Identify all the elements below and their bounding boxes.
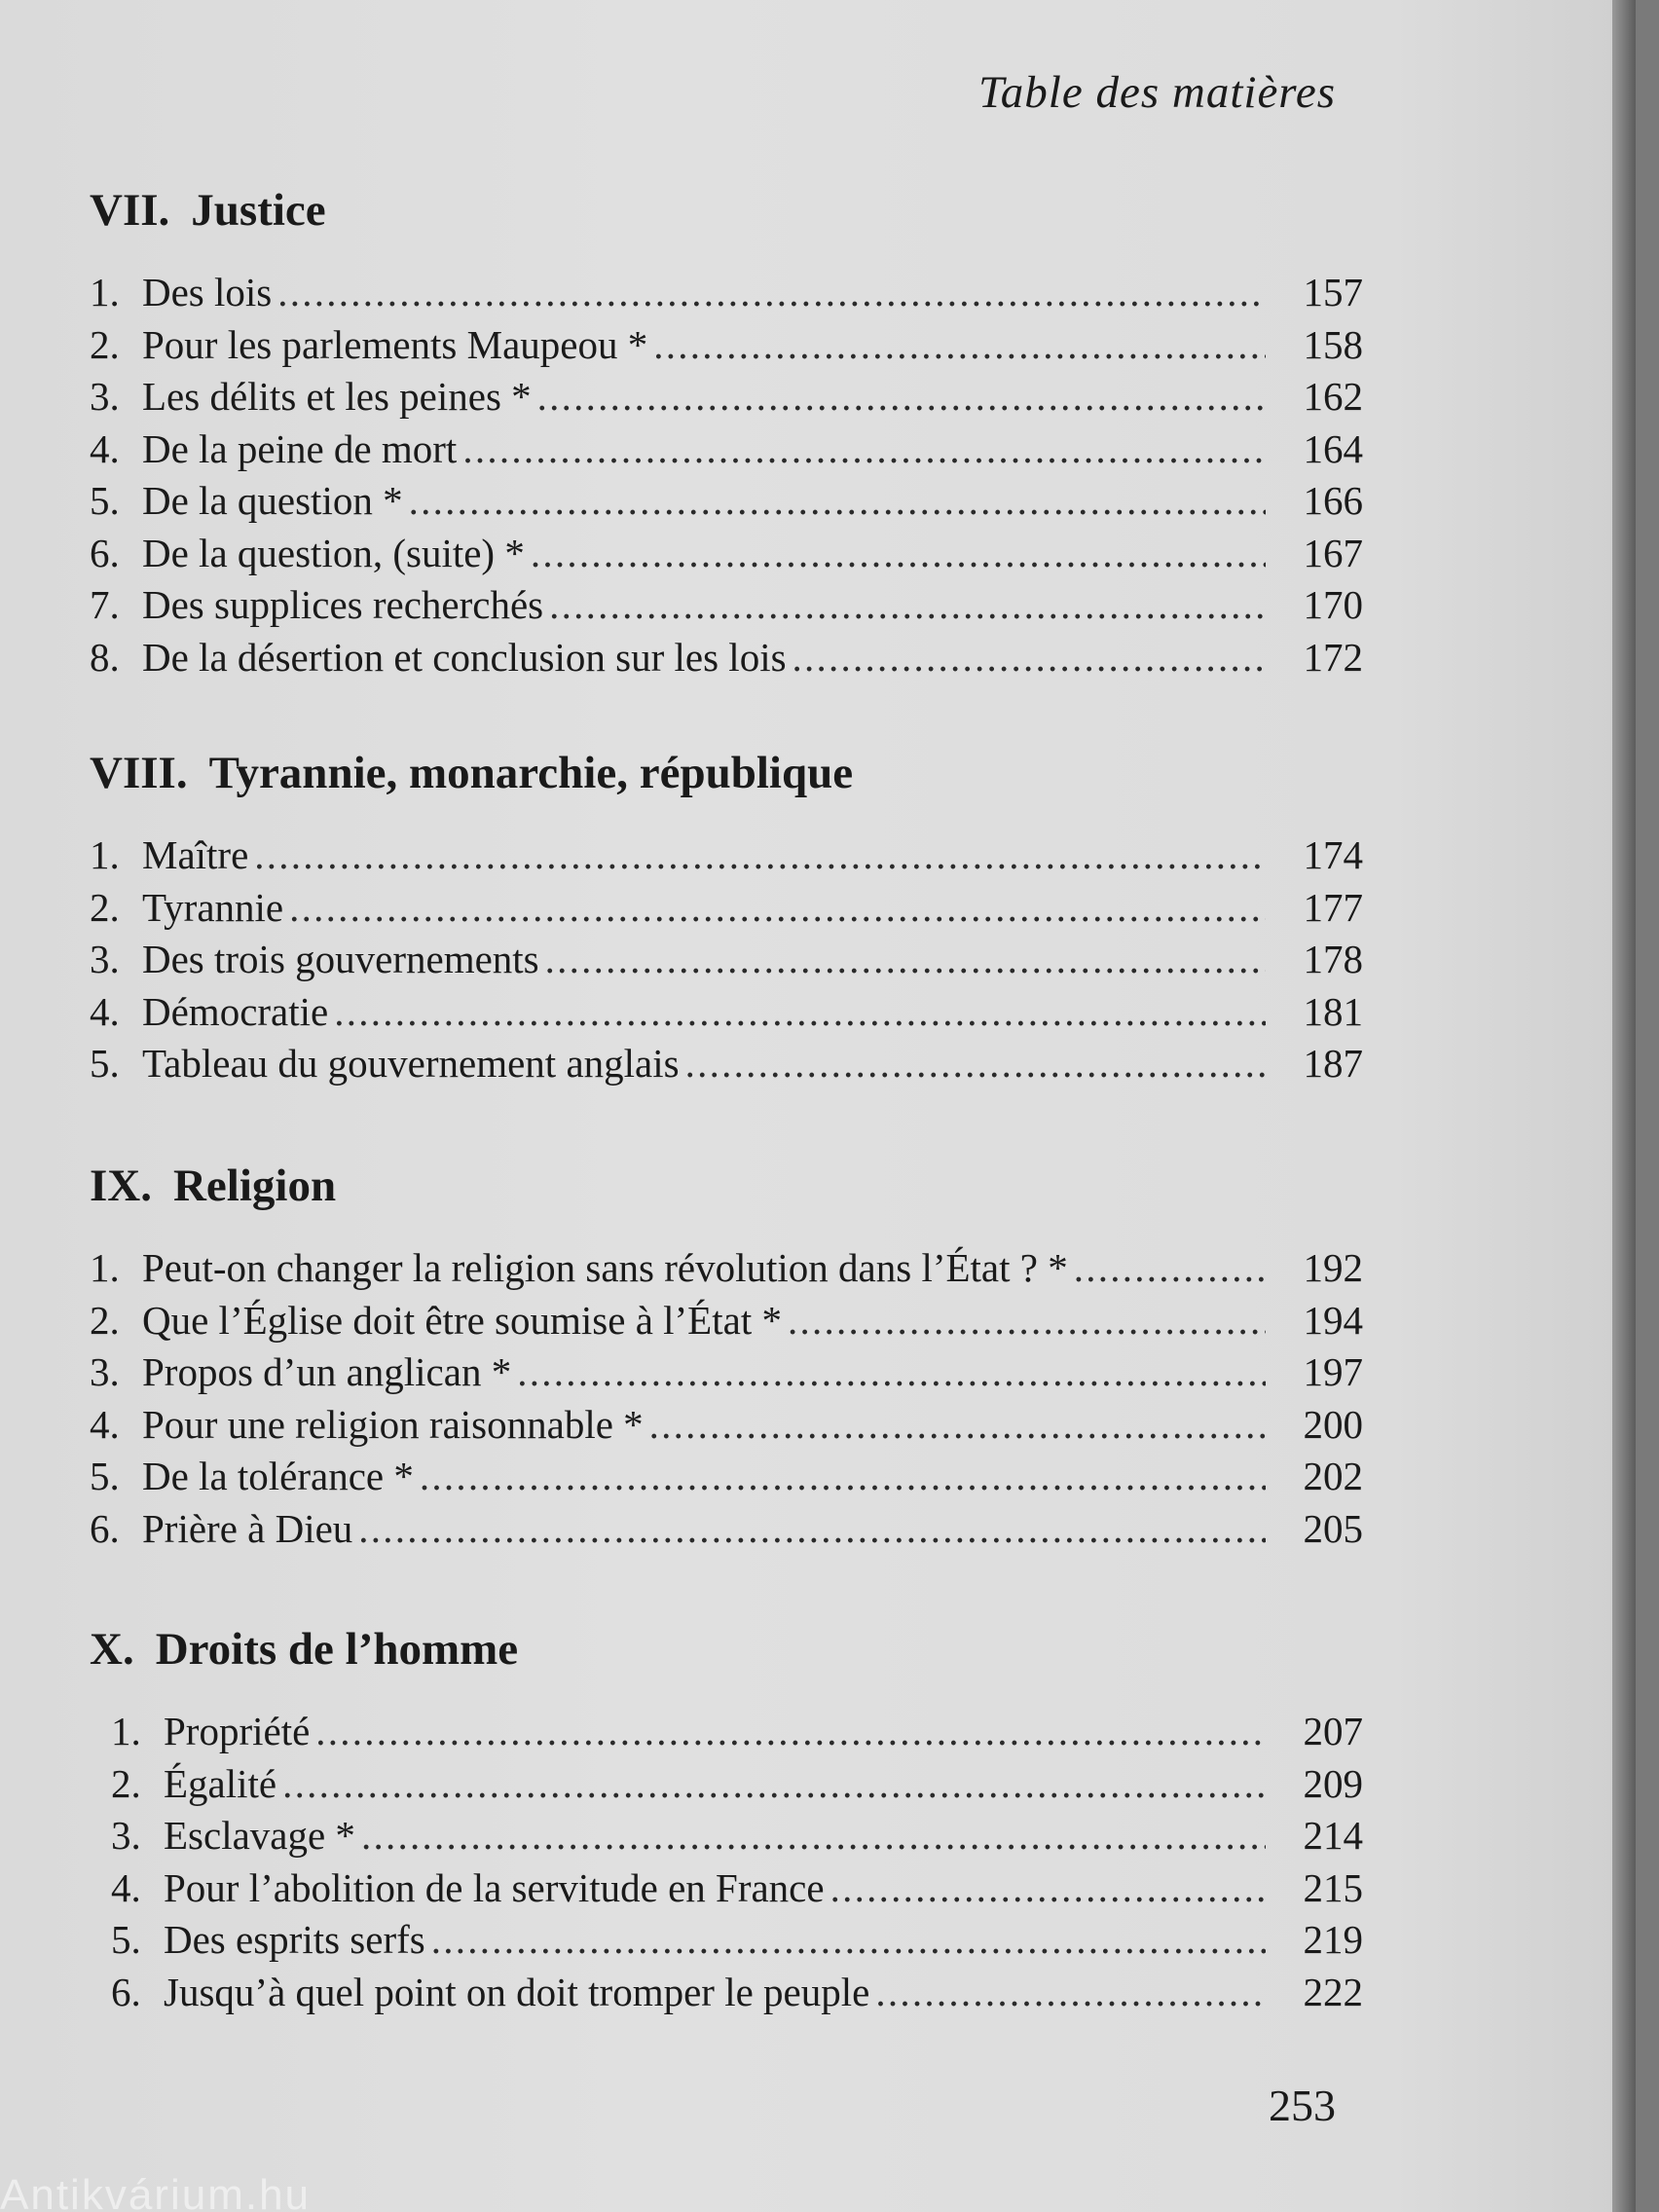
- dot-leader: [537, 371, 1266, 424]
- book-spine-edge: [1612, 0, 1636, 2212]
- entry-title: Démocratie: [142, 988, 329, 1034]
- entry-title: Égalité: [164, 1760, 277, 1806]
- section-droits: [90, 1618, 1363, 2018]
- toc-entry: [111, 1967, 1363, 2019]
- entry-title: Les délits et les peines *: [142, 374, 532, 419]
- dot-leader: [517, 1346, 1266, 1399]
- dot-leader: [830, 1862, 1266, 1915]
- dot-leader: [361, 1810, 1266, 1862]
- toc-entry: [90, 579, 1363, 632]
- entry-title: De la peine de mort: [142, 425, 458, 471]
- toc-entry: [111, 1862, 1363, 1915]
- section-name: Droits de l’homme: [155, 1624, 519, 1675]
- dot-leader: [334, 986, 1266, 1039]
- toc-entry: [90, 830, 1363, 882]
- dot-leader: [277, 267, 1266, 319]
- entry-page: 164: [1303, 425, 1363, 471]
- toc-entry: [90, 1038, 1363, 1090]
- entry-index: 3.: [90, 374, 120, 419]
- entry-page: 187: [1303, 1041, 1363, 1086]
- entry-title: Tableau du gouvernement anglais: [142, 1041, 680, 1086]
- entry-page: 167: [1303, 530, 1363, 575]
- dot-leader: [875, 1967, 1266, 2019]
- section-title: [90, 1618, 1363, 1680]
- entry-title: Propos d’un anglican *: [142, 1349, 512, 1394]
- section-title: [90, 1155, 1363, 1217]
- entry-title: Pour les parlements Maupeou *: [142, 321, 648, 367]
- entry-index: 1.: [90, 270, 120, 314]
- entry-index: 6.: [111, 1969, 141, 2014]
- entry-index: 2.: [90, 1297, 120, 1343]
- section-justice: [90, 179, 1363, 683]
- entry-title: De la tolérance *: [142, 1454, 414, 1498]
- entry-index: 8.: [90, 634, 120, 680]
- entry-page: 200: [1303, 1401, 1363, 1447]
- toc-entry: [90, 986, 1363, 1039]
- entry-page: 166: [1303, 478, 1363, 523]
- dot-leader: [545, 934, 1266, 986]
- dot-leader: [788, 1295, 1266, 1347]
- dot-leader: [649, 1399, 1266, 1452]
- section-title: [90, 179, 1363, 241]
- entry-page: 174: [1303, 832, 1363, 877]
- entry-title: De la question *: [142, 478, 403, 523]
- entry-index: 4.: [111, 1864, 141, 1910]
- entry-page: 214: [1303, 1813, 1363, 1858]
- entry-page: 162: [1303, 374, 1363, 419]
- running-head: Table des matières: [977, 67, 1336, 118]
- toc-entry: [90, 1451, 1363, 1503]
- entry-list: [90, 1242, 1363, 1555]
- entry-title: De la question, (suite) *: [142, 530, 525, 575]
- dot-leader: [685, 1038, 1266, 1090]
- toc-entry: [90, 475, 1363, 528]
- entry-index: 4.: [90, 425, 120, 471]
- entry-index: 5.: [90, 478, 120, 523]
- toc-entry: [111, 1758, 1363, 1811]
- entry-title: Propriété: [164, 1709, 311, 1753]
- toc-entry: [90, 1346, 1363, 1399]
- section-name: Religion: [172, 1161, 337, 1211]
- entry-title: Que l’Église doit être soumise à l’État *: [142, 1297, 782, 1343]
- section-number: VII.: [90, 185, 170, 236]
- dot-leader: [653, 319, 1266, 372]
- entry-title: Des esprits serfs: [164, 1917, 425, 1962]
- entry-title: Peut-on changer la religion sans révolution dans l’État ? *: [142, 1245, 1068, 1290]
- entry-index: 1.: [90, 1245, 120, 1290]
- entry-page: 170: [1303, 582, 1363, 627]
- toc-entry: [90, 1242, 1363, 1295]
- toc-entry: [90, 934, 1363, 986]
- page-number: 253: [1269, 2081, 1336, 2130]
- entry-page: 202: [1303, 1454, 1363, 1498]
- dot-leader: [431, 1914, 1266, 1967]
- section-number: X.: [90, 1624, 134, 1675]
- toc-entry: [111, 1914, 1363, 1967]
- section-religion: [90, 1155, 1363, 1555]
- entry-page: 157: [1303, 270, 1363, 314]
- entry-title: De la désertion et conclusion sur les lois: [142, 634, 787, 680]
- entry-title: Pour l’abolition de la servitude en France: [164, 1864, 825, 1910]
- entry-title: Maître: [142, 832, 249, 877]
- dot-leader: [462, 424, 1266, 476]
- entry-list: [111, 1706, 1363, 2018]
- entry-title: Prière à Dieu: [142, 1505, 353, 1551]
- entry-page: 205: [1303, 1505, 1363, 1551]
- entry-page: 192: [1303, 1245, 1363, 1290]
- entry-page: 181: [1303, 988, 1363, 1034]
- entry-page: 209: [1303, 1760, 1363, 1806]
- entry-index: 2.: [90, 321, 120, 367]
- toc-entry: [90, 882, 1363, 935]
- entry-index: 1.: [90, 832, 120, 877]
- section-name: Tyrannie, monarchie, république: [208, 748, 854, 798]
- entry-index: 3.: [90, 1349, 120, 1394]
- toc-entry: [90, 1503, 1363, 1556]
- toc-entry: [90, 424, 1363, 476]
- entry-index: 5.: [111, 1917, 141, 1962]
- toc-entry: [90, 1399, 1363, 1452]
- toc-entry: [90, 632, 1363, 684]
- entry-title: Pour une religion raisonnable *: [142, 1401, 644, 1447]
- toc-entry: [90, 319, 1363, 372]
- entry-title: Des lois: [142, 270, 273, 314]
- entry-page: 194: [1303, 1297, 1363, 1343]
- entry-title: Des trois gouvernements: [142, 937, 539, 981]
- dot-leader: [549, 579, 1266, 632]
- entry-title: Jusqu’à quel point on doit tromper le peuple: [164, 1969, 870, 2014]
- entry-list: [90, 830, 1363, 1090]
- section-number: VIII.: [90, 748, 188, 798]
- entry-title: Tyrannie: [142, 884, 284, 930]
- entry-page: 215: [1303, 1864, 1363, 1910]
- entry-index: 2.: [111, 1760, 141, 1806]
- entry-index: 5.: [90, 1041, 120, 1086]
- dot-leader: [1074, 1242, 1266, 1295]
- entry-list: [90, 267, 1363, 683]
- entry-index: 2.: [90, 884, 120, 930]
- toc-entry: [90, 371, 1363, 424]
- dot-leader: [358, 1503, 1266, 1556]
- section-number: IX.: [90, 1161, 152, 1211]
- section-tyrannie: [90, 742, 1363, 1090]
- entry-page: 158: [1303, 321, 1363, 367]
- entry-index: 1.: [111, 1709, 141, 1753]
- dot-leader: [282, 1758, 1266, 1811]
- entry-page: 207: [1303, 1709, 1363, 1753]
- entry-page: 222: [1303, 1969, 1363, 2014]
- entry-page: 219: [1303, 1917, 1363, 1962]
- entry-index: 6.: [90, 1505, 120, 1551]
- toc-entry: [111, 1810, 1363, 1862]
- entry-index: 3.: [111, 1813, 141, 1858]
- entry-page: 178: [1303, 937, 1363, 981]
- toc-entry: [90, 528, 1363, 580]
- toc-entry: [111, 1706, 1363, 1758]
- section-name: Justice: [191, 185, 326, 236]
- toc-entry: [90, 1295, 1363, 1347]
- entry-index: 5.: [90, 1454, 120, 1498]
- dot-leader: [793, 632, 1266, 684]
- section-title: [90, 742, 1363, 804]
- dot-leader: [531, 528, 1266, 580]
- dot-leader: [289, 882, 1266, 935]
- toc-entry: [90, 267, 1363, 319]
- entry-title: Esclavage *: [164, 1813, 355, 1858]
- dot-leader: [409, 475, 1266, 528]
- entry-page: 177: [1303, 884, 1363, 930]
- watermark: Antikvárium.hu: [0, 2171, 312, 2212]
- entry-page: 172: [1303, 634, 1363, 680]
- dot-leader: [420, 1451, 1266, 1503]
- entry-index: 6.: [90, 530, 120, 575]
- entry-index: 3.: [90, 937, 120, 981]
- dot-leader: [315, 1706, 1266, 1758]
- entry-index: 7.: [90, 582, 120, 627]
- entry-page: 197: [1303, 1349, 1363, 1394]
- entry-index: 4.: [90, 1401, 120, 1447]
- entry-index: 4.: [90, 988, 120, 1034]
- entry-title: Des supplices recherchés: [142, 582, 544, 627]
- dot-leader: [254, 830, 1266, 882]
